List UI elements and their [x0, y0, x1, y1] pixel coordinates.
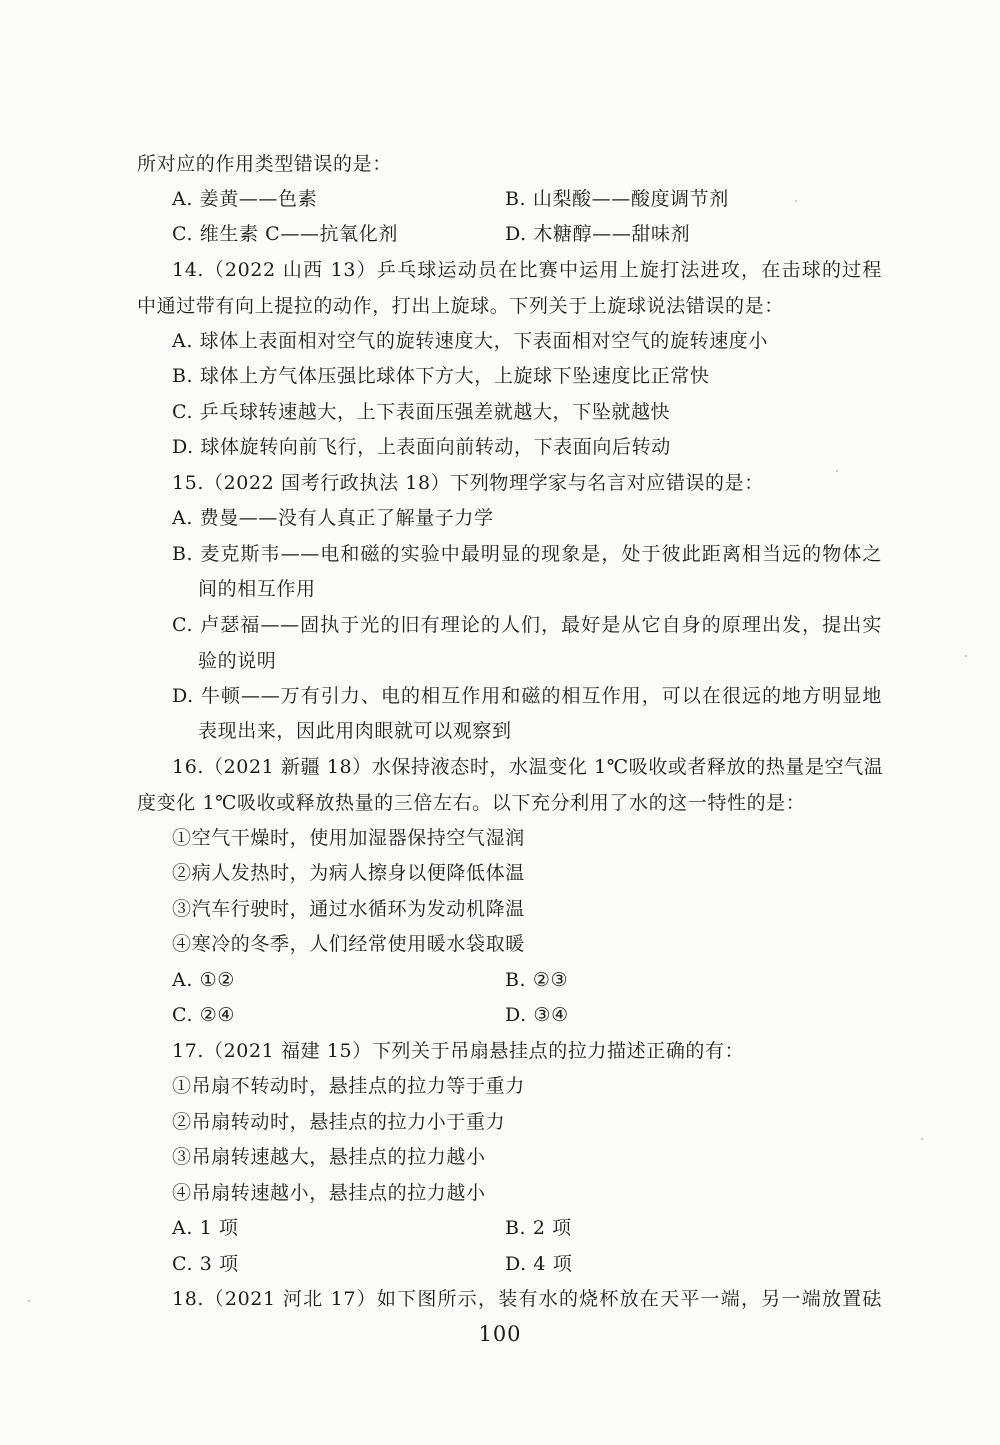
option-17d: D. 4 项 [505, 1253, 573, 1275]
scan-speck [836, 470, 838, 472]
option-16c: C. ②④ [172, 1004, 236, 1026]
option-14d: D. 球体旋转向前飞行，上表面向前转动，下表面向后转动 [172, 436, 671, 458]
option-15c-cont: 验的说明 [198, 650, 277, 672]
option-13d: D. 木糖醇——甜味剂 [505, 223, 691, 245]
scan-speck [921, 1138, 923, 1140]
scan-speck [795, 200, 797, 202]
option-17c: C. 3 项 [172, 1253, 239, 1275]
option-15c: C. 卢瑟福——固执于光的旧有理论的人们，最好是从它自身的原理出发，提出实 [172, 614, 882, 636]
option-13a: A. 姜黄——色素 [172, 188, 318, 210]
option-15d-cont: 表现出来，因此用肉眼就可以观察到 [198, 720, 512, 742]
option-15d: D. 牛顿——万有引力、电的相互作用和磁的相互作用，可以在很远的地方明显地 [172, 685, 882, 707]
question-17-stem: 17.（2021 福建 15）下列关于吊扇悬挂点的拉力描述正确的有： [172, 1040, 745, 1062]
option-16d: D. ③④ [505, 1004, 569, 1026]
scan-speck [965, 655, 967, 657]
statement-17-2: ②吊扇转动时，悬挂点的拉力小于重力 [172, 1111, 506, 1133]
option-13b: B. 山梨酸——酸度调节剂 [505, 188, 729, 210]
question-15-stem: 15.（2022 国考行政执法 18）下列物理学家与名言对应错误的是： [172, 472, 764, 494]
statement-16-1: ①空气干燥时，使用加湿器保持空气湿润 [172, 827, 525, 849]
option-15a: A. 费曼——没有人真正了解量子力学 [172, 507, 494, 529]
option-14b: B. 球体上方气体压强比球体下方大，上旋球下坠速度比正常快 [172, 365, 710, 387]
option-15b: B. 麦克斯韦——电和磁的实验中最明显的现象是，处于彼此距离相当远的物体之 [172, 543, 882, 565]
option-13c: C. 维生素 C——抗氧化剂 [172, 223, 398, 245]
option-15b-cont: 间的相互作用 [198, 578, 316, 600]
statement-16-2: ②病人发热时，为病人擦身以便降低体温 [172, 862, 525, 884]
statement-17-1: ①吊扇不转动时，悬挂点的拉力等于重力 [172, 1075, 525, 1097]
text-line: 所对应的作用类型错误的是： [137, 153, 392, 175]
statement-16-3: ③汽车行驶时，通过水循环为发动机降温 [172, 898, 525, 920]
statement-17-4: ④吊扇转速越小，悬挂点的拉力越小 [172, 1182, 486, 1204]
option-16a: A. ①② [172, 969, 235, 991]
option-17a: A. 1 项 [172, 1217, 239, 1239]
statement-17-3: ③吊扇转速越大，悬挂点的拉力越小 [172, 1146, 486, 1168]
question-16-stem: 16.（2021 新疆 18）水保持液态时，水温变化 1℃吸收或者释放的热量是空气温 [172, 756, 884, 778]
question-18-stem: 18.（2021 河北 17）如下图所示，装有水的烧杯放在天平一端，另一端放置砝 [172, 1288, 882, 1310]
option-14a: A. 球体上表面相对空气的旋转速度大，下表面相对空气的旋转速度小 [172, 330, 769, 352]
option-17b: B. 2 项 [505, 1217, 572, 1239]
question-14-stem-cont: 中通过带有向上提拉的动作，打出上旋球。下列关于上旋球说法错误的是： [137, 295, 784, 317]
page-number: 100 [478, 1322, 522, 1346]
scan-speck [28, 1300, 30, 1302]
question-14-stem: 14.（2022 山西 13）乒乓球运动员在比赛中运用上旋打法进攻，在击球的过程 [172, 259, 882, 281]
option-14c: C. 乒乓球转速越大，上下表面压强差就越大，下坠就越快 [172, 401, 671, 423]
statement-16-4: ④寒冷的冬季，人们经常使用暖水袋取暖 [172, 933, 525, 955]
question-16-stem-cont: 度变化 1℃吸收或释放热量的三倍左右。以下充分利用了水的这一特性的是： [137, 792, 806, 814]
option-16b: B. ②③ [505, 969, 569, 991]
